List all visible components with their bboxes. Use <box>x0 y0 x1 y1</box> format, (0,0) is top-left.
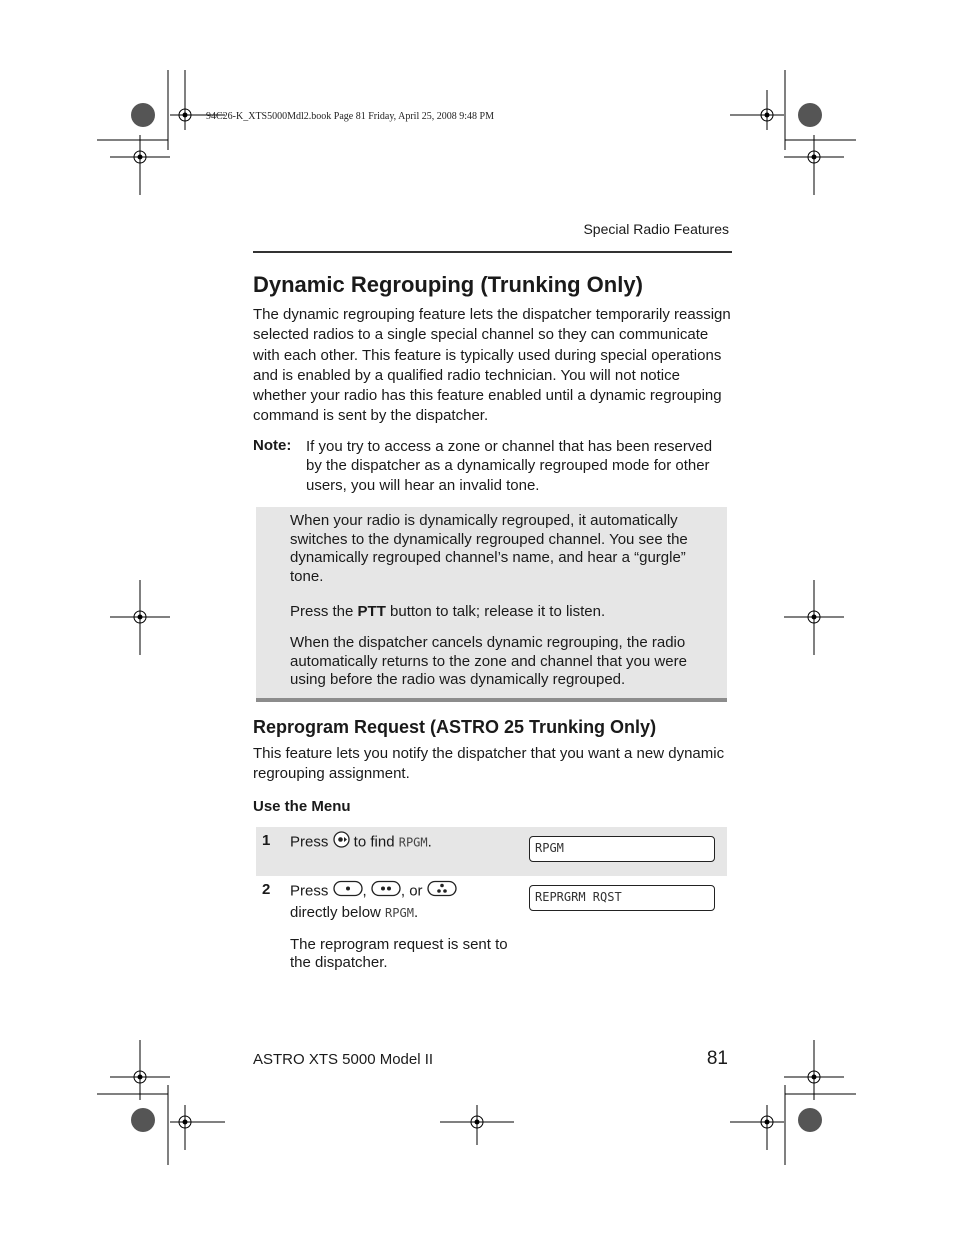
step-2-sep-1: , <box>362 882 371 900</box>
step-2-press: Press <box>290 882 333 900</box>
page-number: 81 <box>706 1048 728 1069</box>
step-1-period: . <box>427 833 432 851</box>
menu-button-left-icon <box>333 880 363 903</box>
info-box-para-2 <box>290 603 715 622</box>
step-2-sep-2: , or <box>400 882 427 900</box>
step-number: 2 <box>262 881 271 898</box>
running-header: Special Radio Features <box>583 221 729 237</box>
nav-right-button-icon <box>333 831 350 854</box>
intro-paragraph: The dynamic regrouping feature lets the dispatcher temporarily reassign selected radios to a single special channel so they can communicate with each other. This feature is typically used during special operations and is enabled by a qualified radio technician. You will not notice whether your radio has this feature enabled until a dynamic regrouping command is sent by the dispatcher. <box>253 306 731 425</box>
para2-before: Press the <box>290 603 358 620</box>
subsection-title: Reprogram Request (ASTRO 25 Trunking Only) <box>253 717 657 737</box>
menu-item-rpgm: RPGM <box>398 835 428 850</box>
step-2-text <box>290 880 515 923</box>
step-number: 1 <box>262 832 271 849</box>
para2-after: button to talk; release it to listen. <box>385 603 606 620</box>
step-2-directly-below: directly below <box>290 904 386 921</box>
print-info: 94C26-K_XTS5000Mdl2.book Page 81 Friday, April 25, 2008 9:48 PM <box>206 111 494 122</box>
note-label: Note: <box>253 437 292 454</box>
info-box-para-1: When your radio is dynamically regrouped, it automatically switches to the dynamically regrouped channel. You see the dynamically regrouped channel’s name, and hear a “gurgle” tone. <box>290 512 688 586</box>
menu-button-center-icon <box>371 880 401 903</box>
radio-display-2: REPRGRM RQST <box>529 885 715 911</box>
step-2-result: The reprogram request is sent to the dispatcher. <box>290 936 508 971</box>
step-1-press: Press <box>290 833 333 851</box>
footer-model: ASTRO XTS 5000 Model II <box>253 1051 434 1068</box>
step-1-to-find: to find <box>349 833 399 851</box>
header-rule <box>253 251 732 253</box>
sub-paragraph: This feature lets you notify the dispatcher that you want a new dynamic regrouping assignment. <box>253 745 725 783</box>
step-2-period: . <box>413 904 419 921</box>
step-1-text <box>290 831 515 854</box>
menu-button-right-icon <box>427 880 457 903</box>
radio-display-1: RPGM <box>529 836 715 862</box>
section-title: Dynamic Regrouping (Trunking Only) <box>253 272 643 297</box>
note-text: If you try to access a zone or channel that has been reserved by the dispatcher as a dynamically regrouped mode for other users, you will hear an invalid tone. <box>306 438 713 494</box>
use-menu-heading: Use the Menu <box>253 798 351 815</box>
ptt-label: PTT <box>357 603 386 620</box>
menu-item-rpgm: RPGM <box>385 906 414 920</box>
info-box-para-3: When the dispatcher cancels dynamic regrouping, the radio automatically returns to the zone and channel that you were using before the radio was dynamically regrouped. <box>290 634 687 689</box>
info-box-rule <box>256 698 727 702</box>
